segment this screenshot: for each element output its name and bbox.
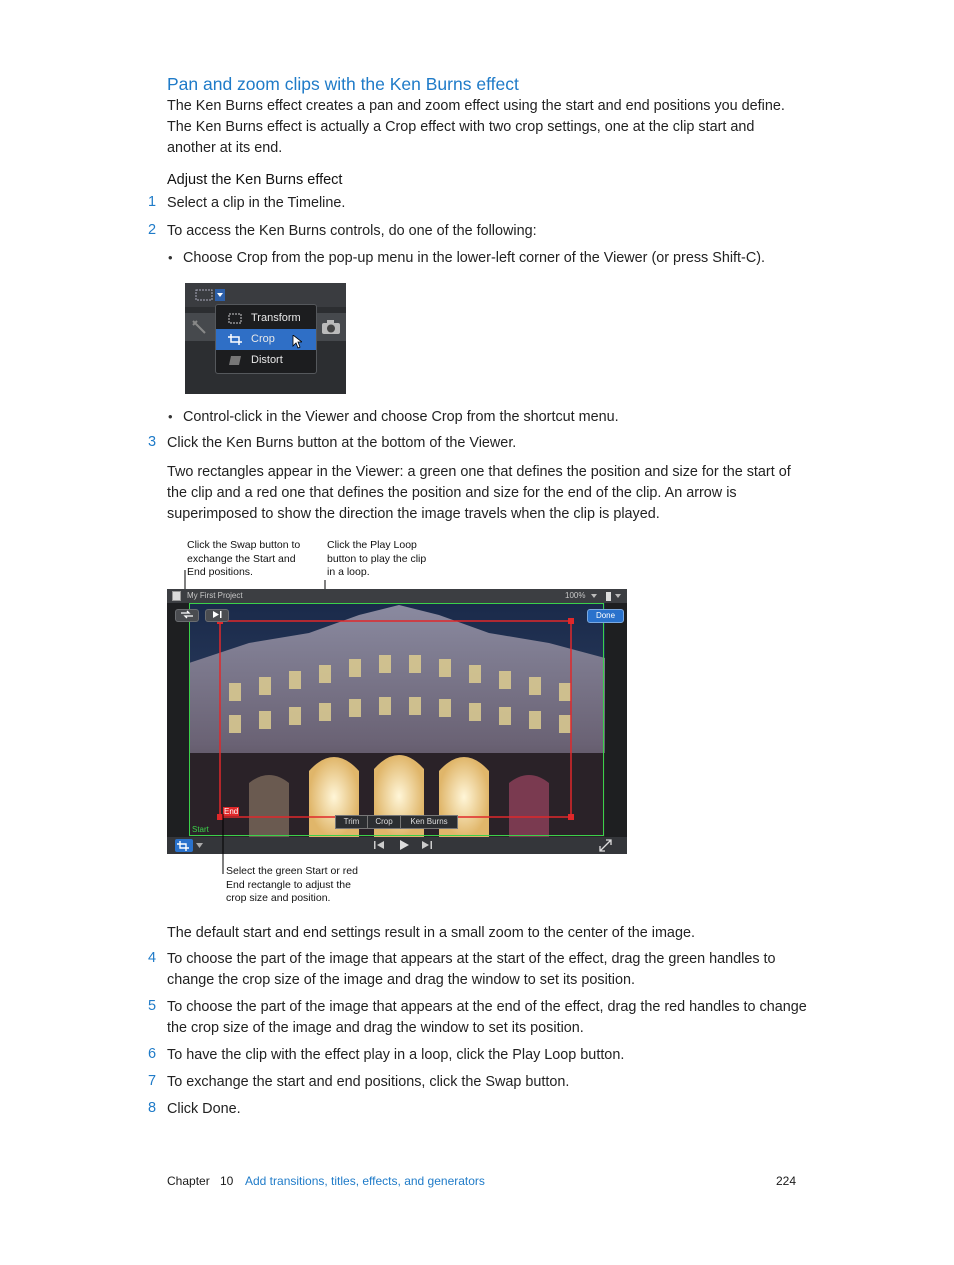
effect-popup-menu bbox=[215, 304, 317, 374]
footer-chapter-label: Chapter bbox=[167, 1174, 210, 1188]
chevron-down-icon[interactable] bbox=[196, 843, 203, 848]
menu-item-label: Transform bbox=[251, 312, 301, 324]
crop-menu-screenshot bbox=[185, 283, 346, 394]
camera-icon[interactable] bbox=[321, 319, 341, 335]
step-number: 1 bbox=[148, 194, 157, 210]
step-number: 3 bbox=[148, 434, 157, 450]
tab-ken-burns[interactable]: Ken Burns bbox=[400, 815, 458, 829]
viewer-titlebar bbox=[167, 589, 627, 603]
crop-popup-button[interactable] bbox=[175, 839, 193, 852]
menu-item-transform[interactable] bbox=[216, 308, 316, 329]
transform-popup-icon[interactable] bbox=[195, 289, 225, 301]
step-text: Select a clip in the Timeline. bbox=[167, 195, 346, 211]
start-label[interactable]: Start bbox=[192, 825, 209, 834]
fullscreen-icon[interactable] bbox=[599, 839, 612, 852]
menu-item-distort[interactable] bbox=[216, 350, 316, 371]
step-number: 5 bbox=[148, 998, 157, 1014]
next-frame-icon[interactable] bbox=[421, 840, 433, 850]
tab-crop[interactable]: Crop bbox=[367, 815, 401, 829]
viewer-image[interactable] bbox=[189, 603, 605, 837]
bullet-glyph: • bbox=[168, 250, 173, 265]
menu-item-crop[interactable] bbox=[216, 329, 316, 350]
footer-chapter-link[interactable]: Add transitions, titles, effects, and generators bbox=[245, 1174, 485, 1188]
step-number: 2 bbox=[148, 222, 157, 238]
tool-icon bbox=[191, 319, 211, 335]
play-icon[interactable] bbox=[398, 839, 410, 851]
play-loop-button[interactable] bbox=[205, 609, 229, 622]
step-text: To exchange the start and end positions, click the Swap button. bbox=[167, 1074, 570, 1090]
step-text: Click Done. bbox=[167, 1101, 241, 1117]
subheading: Adjust the Ken Burns effect bbox=[167, 172, 343, 188]
swap-callout: Click the Swap button to exchange the Start and End positions. bbox=[187, 539, 301, 578]
footer-chapter-number: 10 bbox=[220, 1174, 234, 1188]
view-options-icon[interactable] bbox=[591, 592, 621, 601]
previous-frame-icon[interactable] bbox=[373, 840, 385, 850]
project-title: My First Project bbox=[187, 591, 243, 600]
document-icon bbox=[172, 591, 181, 601]
bullet-text: Choose Crop from the pop-up menu in the lower-left corner of the Viewer (or press Shift-C). bbox=[183, 250, 766, 266]
section-heading: Pan and zoom clips with the Ken Burns effect bbox=[167, 74, 519, 94]
distort-icon bbox=[228, 355, 242, 366]
transform-icon bbox=[228, 313, 242, 324]
step-number: 6 bbox=[148, 1046, 157, 1062]
intro-paragraph: The Ken Burns effect creates a pan and zoom effect using the start and end positions you define. The Ken Burns effect is actually a Crop effect with two crop settings, one at the clip start and another at its end. bbox=[167, 98, 785, 156]
step-text: To choose the part of the image that appears at the start of the effect, drag the green handles to change the crop size of the image and drag the window to set its position. bbox=[167, 951, 776, 988]
end-label[interactable]: End bbox=[224, 807, 239, 816]
crop-icon bbox=[228, 334, 242, 345]
after-viewer-paragraph: The default start and end settings result in a small zoom to the center of the image. bbox=[167, 925, 695, 941]
tab-trim[interactable]: Trim bbox=[335, 815, 368, 829]
page-number: 224 bbox=[776, 1174, 797, 1188]
done-button[interactable]: Done bbox=[587, 609, 624, 623]
step-number: 8 bbox=[148, 1100, 157, 1116]
play-loop-callout: Click the Play Loop button to play the clip in a loop. bbox=[327, 539, 427, 578]
step-number: 7 bbox=[148, 1073, 157, 1089]
play-loop-icon bbox=[210, 610, 224, 619]
swap-button[interactable] bbox=[175, 609, 199, 622]
step-text: Click the Ken Burns button at the bottom of the Viewer. bbox=[167, 435, 517, 451]
zoom-level[interactable]: 100% bbox=[565, 591, 586, 600]
mouse-cursor-icon bbox=[292, 335, 302, 349]
building-photo bbox=[189, 603, 605, 837]
step-text: To choose the part of the image that appears at the end of the effect, drag the red handles to change the crop size of the image and drag the window to set its position. bbox=[167, 999, 807, 1036]
step3-paragraph: Two rectangles appear in the Viewer: a green one that defines the position and size for the start of the clip and a red one that defines the position and size for the end of the clip. An arrow is superimposed to show the direction the image travels when the clip is played. bbox=[167, 464, 791, 522]
crop-icon bbox=[175, 839, 193, 852]
menu-item-label: Distort bbox=[251, 354, 283, 366]
select-rect-callout: Select the green Start or red End rectangle to adjust the crop size and position. bbox=[226, 865, 358, 904]
viewer-bottom-bar bbox=[167, 837, 627, 854]
menu-item-label: Crop bbox=[251, 333, 275, 345]
step-text: To have the clip with the effect play in a loop, click the Play Loop button. bbox=[167, 1047, 625, 1063]
bullet-glyph: • bbox=[168, 409, 173, 424]
bullet-text: Control-click in the Viewer and choose Crop from the shortcut menu. bbox=[183, 409, 619, 425]
swap-icon bbox=[179, 610, 195, 619]
step-text: To access the Ken Burns controls, do one of the following: bbox=[167, 223, 537, 239]
step-number: 4 bbox=[148, 950, 157, 966]
viewer bbox=[167, 589, 627, 854]
